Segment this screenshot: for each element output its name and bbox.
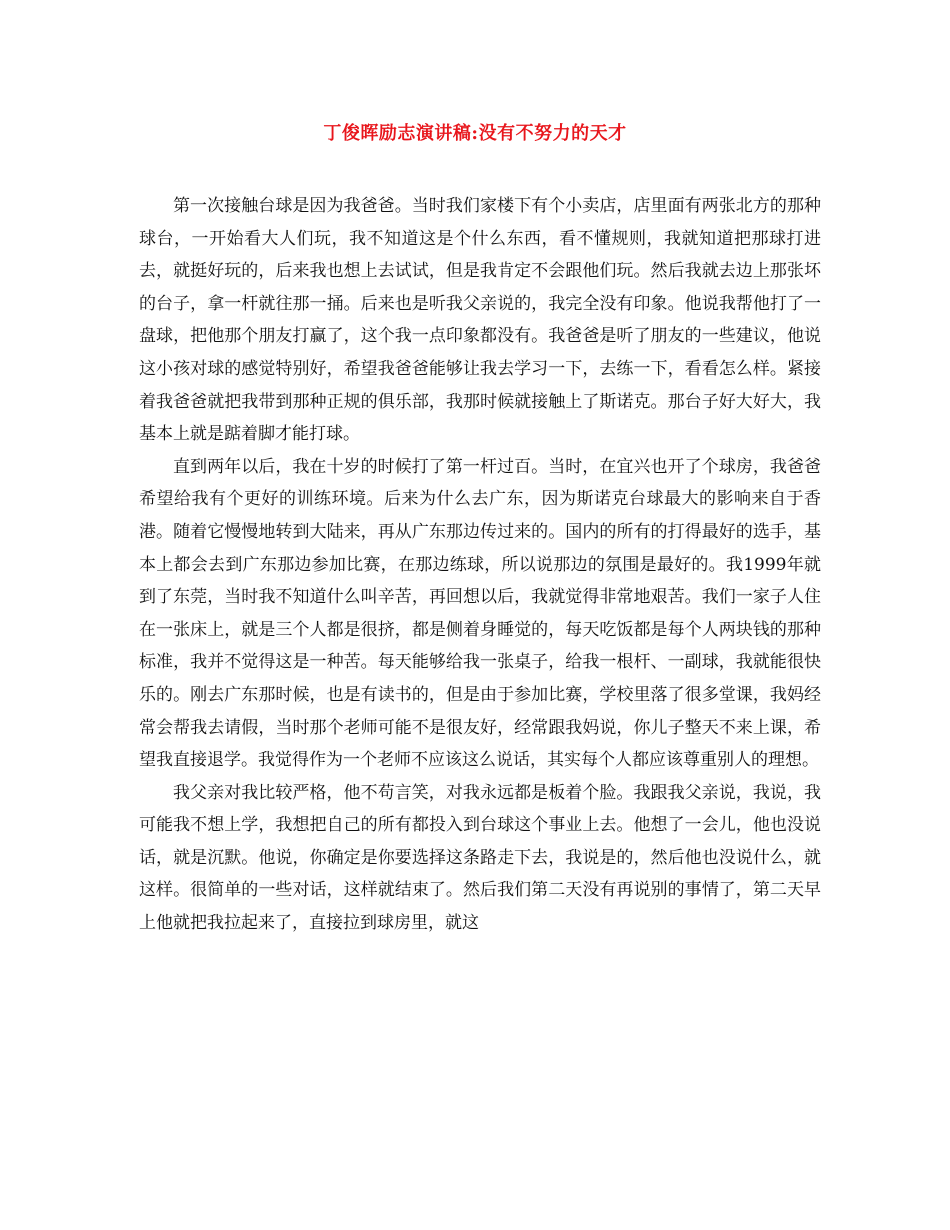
document-title: 丁俊晖励志演讲稿:没有不努力的天才: [323, 123, 627, 144]
paragraph-2: 直到两年以后，我在十岁的时候打了第一杆过百。当时，在宜兴也开了个球房，我爸爸希望给我有个更好的训练环境。后来为什么去广东，因为斯诺克台球最大的影响来自于香港。随着它慢慢地转到大陆来，再从广东那边传过来的。国内的所有的打得最好的选手，基本上都会去到广东那边参加比赛，在那边练球，所以说那边的氛围是最好的。我1999年就到了东莞，当时我不知道什么叫辛苦，再回想以后，我就觉得非常地艰苦。我们一家子人住在一张床上，就是三个人都是很挤，都是侧着身睡觉的，每天吃饭都是每个人两块钱的那种标准，我并不觉得这是一种苦。每天能够给我一张桌子，给我一根杆、一副球，我就能很快乐的。刚去广东那时候，也是有读书的，但是由于参加比赛，学校里落了很多堂课，我妈经常会帮我去请假，当时那个老师可能不是很友好，经常跟我妈说，你儿子整天不来上课，希望我直接退学。我觉得作为一个老师不应该这么说话，其实每个人都应该尊重别人的理想。: [139, 456, 821, 771]
document-body: [139, 190, 821, 940]
paragraph-1: 第一次接触台球是因为我爸爸。当时我们家楼下有个小卖店，店里面有两张北方的那种球台，一开始看大人们玩，我不知道这是个什么东西，看不懂规则，我就知道把那球打进去，就挺好玩的，后来我也想上去试试，但是我肯定不会跟他们玩。然后我就去边上那张坏的台子，拿一杆就往那一捅。后来也是听我父亲说的，我完全没有印象。他说我帮他打了一盘球，把他那个朋友打赢了，这个我一点印象都没有。我爸爸是听了朋友的一些建议，他说这小孩对球的感觉特别好，希望我爸爸能够让我去学习一下，去练一下，看看怎么样。紧接着我爸爸就把我带到那种正规的俱乐部，我那时候就接触上了斯诺克。那台子好大好大，我基本上就是踮着脚才能打球。: [139, 196, 821, 445]
paragraph-3: 我父亲对我比较严格，他不苟言笑，对我永远都是板着个脸。我跟我父亲说，我说，我可能我不想上学，我想把自己的所有都投入到台球这个事业上去。他想了一会儿，他也没说话，就是沉默。他说，你确定是你要选择这条路走下去，我说是的，然后他也没说什么，就这样。很简单的一些对话，这样就结束了。然后我们第二天没有再说别的事情了，第二天早上他就把我拉起来了，直接拉到球房里，就这: [139, 782, 821, 934]
